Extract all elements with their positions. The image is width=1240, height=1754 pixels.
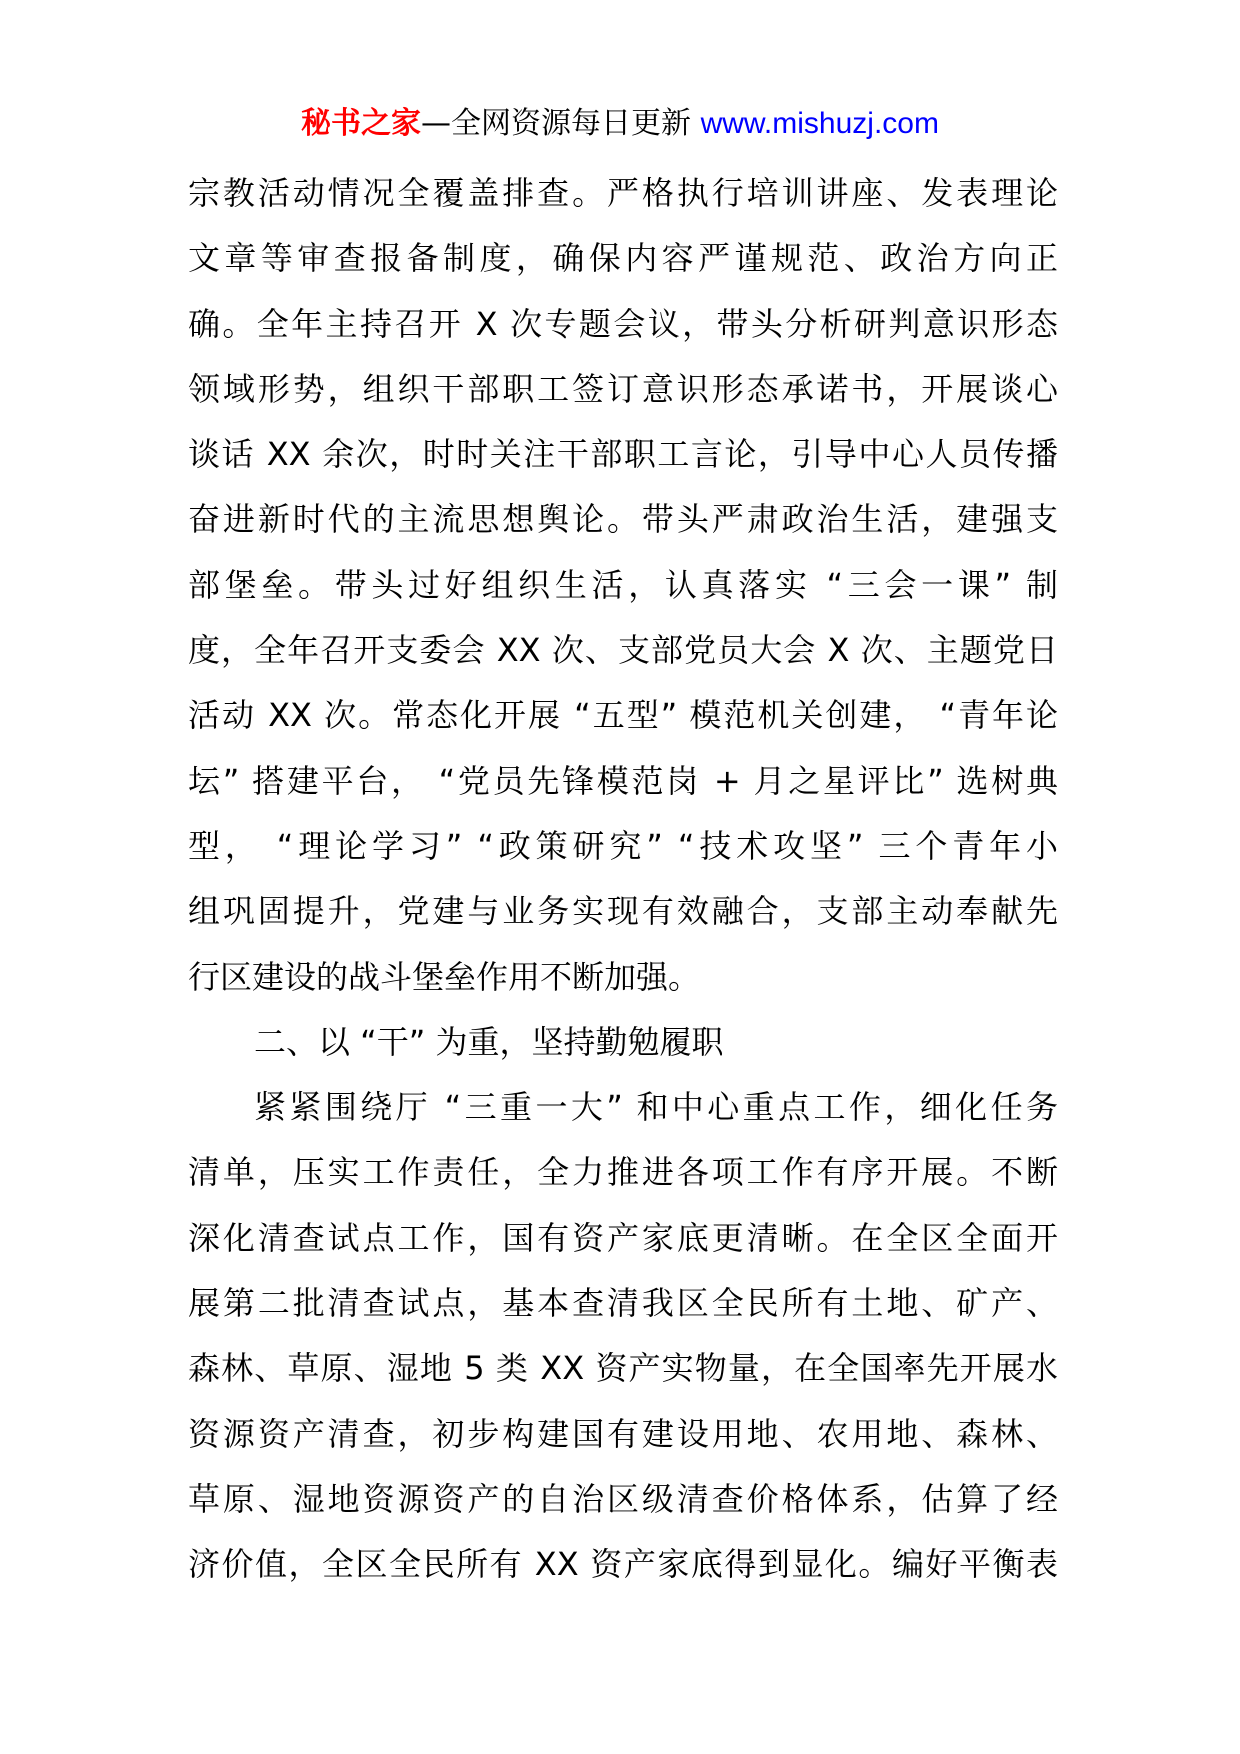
body-line: 领域形势，组织干部职工签订意识形态承诺书，开展谈心 [188, 369, 1058, 408]
site-tagline: —全网资源每日更新 [421, 106, 701, 141]
body-line: 活动 XX 次。常态化开展 “五型” 模范机关创建， “青年论 [188, 696, 1058, 735]
body-line: 奋进新时代的主流思想舆论。带头严肃政治生活，建强支 [188, 500, 1058, 539]
body-line: 深化清查试点工作，国有资产家底更清晰。在全区全面开 [188, 1218, 1058, 1257]
body-line: 清单，压实工作责任，全力推进各项工作有序开展。不断 [188, 1153, 1058, 1192]
site-header [0, 100, 1240, 148]
body-line: 宗教活动情况全覆盖排查。严格执行培训讲座、发表理论 [188, 174, 1058, 212]
body-line: 部堡垒。带头过好组织生活，认真落实 “三会一课” 制 [188, 565, 1058, 604]
body-line: 紧紧围绕厅 “三重一大” 和中心重点工作，细化任务 [254, 1088, 1058, 1127]
body-line: 谈话 XX 余次，时时关注干部职工言论，引导中心人员传播 [188, 435, 1058, 474]
body-line: 文章等审查报备制度，确保内容严谨规范、政治方向正 [188, 239, 1058, 278]
body-line: 森林、草原、湿地 5 类 XX 资产实物量，在全国率先开展水 [188, 1349, 1058, 1388]
body-line: 型， “理论学习” “政策研究” “技术攻坚” 三个青年小 [188, 826, 1058, 865]
body-line: 组巩固提升，党建与业务实现有效融合，支部主动奉献先 [188, 892, 1058, 931]
site-url-link[interactable]: www.mishuzj.com [700, 107, 939, 140]
body-line: 展第二批清查试点，基本查清我区全民所有土地、矿产、 [188, 1284, 1058, 1323]
body-line: 济价值，全区全民所有 XX 资产家底得到显化。编好平衡表 [188, 1545, 1058, 1584]
body-line: 确。全年主持召开 X 次专题会议，带头分析研判意识形态 [188, 304, 1058, 343]
body-line: 草原、湿地资源资产的自治区级清查价格体系，估算了经 [188, 1479, 1058, 1518]
body-line: 坛” 搭建平台， “党员先锋模范岗 + 月之星评比” 选树典 [188, 761, 1058, 800]
body-line: 度，全年召开支委会 XX 次、支部党员大会 X 次、主题党日 [188, 631, 1058, 670]
body-line: 行区建设的战斗堡垒作用不断加强。 [188, 957, 701, 996]
site-brand: 秘书之家 [301, 106, 422, 141]
document-body [188, 161, 1058, 1598]
body-line: 资源资产清查，初步构建国有建设用地、农用地、森林、 [188, 1414, 1058, 1453]
section-heading: 二、以 “干” 为重，坚持勤勉履职 [254, 1022, 724, 1061]
